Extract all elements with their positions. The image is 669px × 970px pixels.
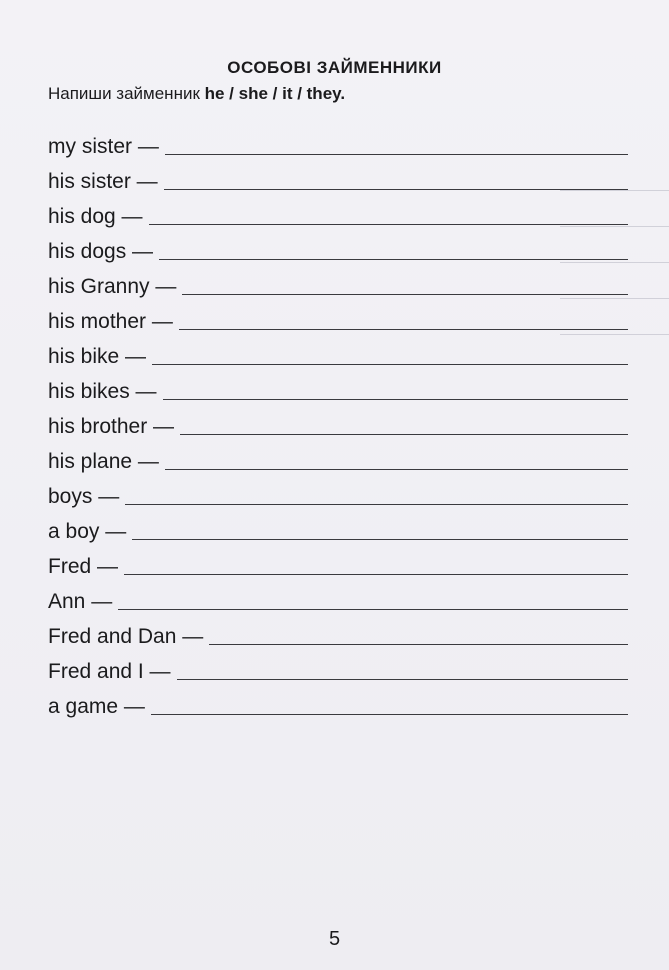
- instruction-prefix: Напиши займенник: [48, 84, 205, 103]
- exercise-label: his mother —: [48, 310, 173, 333]
- exercise-label: his Granny —: [48, 275, 177, 298]
- answer-line[interactable]: [118, 609, 628, 610]
- answer-line[interactable]: [151, 714, 628, 715]
- exercise-label: boys —: [48, 485, 120, 508]
- answer-line[interactable]: [164, 189, 628, 190]
- answer-line[interactable]: [165, 469, 628, 470]
- exercise-row: [48, 373, 628, 408]
- instruction-options: he / she / it / they.: [204, 84, 346, 103]
- answer-line[interactable]: [159, 259, 628, 260]
- exercise-row: [48, 443, 628, 478]
- exercise-row: [48, 548, 628, 583]
- answer-line[interactable]: [124, 574, 628, 575]
- answer-line[interactable]: [152, 364, 628, 365]
- answer-line[interactable]: [179, 329, 628, 330]
- page-title: ОСОБОВІ ЗАЙМЕННИКИ: [227, 58, 442, 77]
- exercise-label: a game —: [48, 695, 145, 718]
- exercise-label: Fred and I —: [48, 660, 171, 683]
- exercise-row: [48, 653, 628, 688]
- exercise-row: [48, 513, 628, 548]
- exercise-row: [48, 618, 628, 653]
- exercise-row: [48, 128, 628, 163]
- exercise-row: [48, 163, 628, 198]
- exercise-label: Fred —: [48, 555, 119, 578]
- exercise-label: his bikes —: [48, 380, 157, 403]
- exercise-row: [48, 303, 628, 338]
- exercise-row: [48, 233, 628, 268]
- answer-line[interactable]: [209, 644, 628, 645]
- exercise-label: his bike —: [48, 345, 147, 368]
- exercise-label: his plane —: [48, 450, 159, 473]
- exercise-label: his dogs —: [48, 240, 154, 263]
- exercise-label: his dog —: [48, 205, 143, 228]
- answer-line[interactable]: [180, 434, 628, 435]
- exercise-label: a boy —: [48, 520, 127, 543]
- answer-line[interactable]: [149, 224, 628, 225]
- exercise-row: [48, 688, 628, 723]
- exercise-label: Ann —: [48, 590, 113, 613]
- page-number: 5: [328, 928, 341, 950]
- answer-line[interactable]: [163, 399, 628, 400]
- answer-line[interactable]: [132, 539, 628, 540]
- exercise-row: [48, 478, 628, 513]
- exercise-row: [48, 268, 628, 303]
- exercise-row: [48, 583, 628, 618]
- answer-line[interactable]: [125, 504, 628, 505]
- exercise-label: my sister —: [48, 135, 159, 158]
- answer-line[interactable]: [182, 294, 628, 295]
- exercise-label: Fred and Dan —: [48, 625, 204, 648]
- exercise-row: [48, 338, 628, 373]
- exercise-label: his sister —: [48, 170, 158, 193]
- exercise-list: [48, 128, 628, 723]
- exercise-row: [48, 408, 628, 443]
- answer-line[interactable]: [165, 154, 628, 155]
- exercise-row: [48, 198, 628, 233]
- answer-line[interactable]: [177, 679, 628, 680]
- instruction: [48, 84, 345, 104]
- exercise-label: his brother —: [48, 415, 175, 438]
